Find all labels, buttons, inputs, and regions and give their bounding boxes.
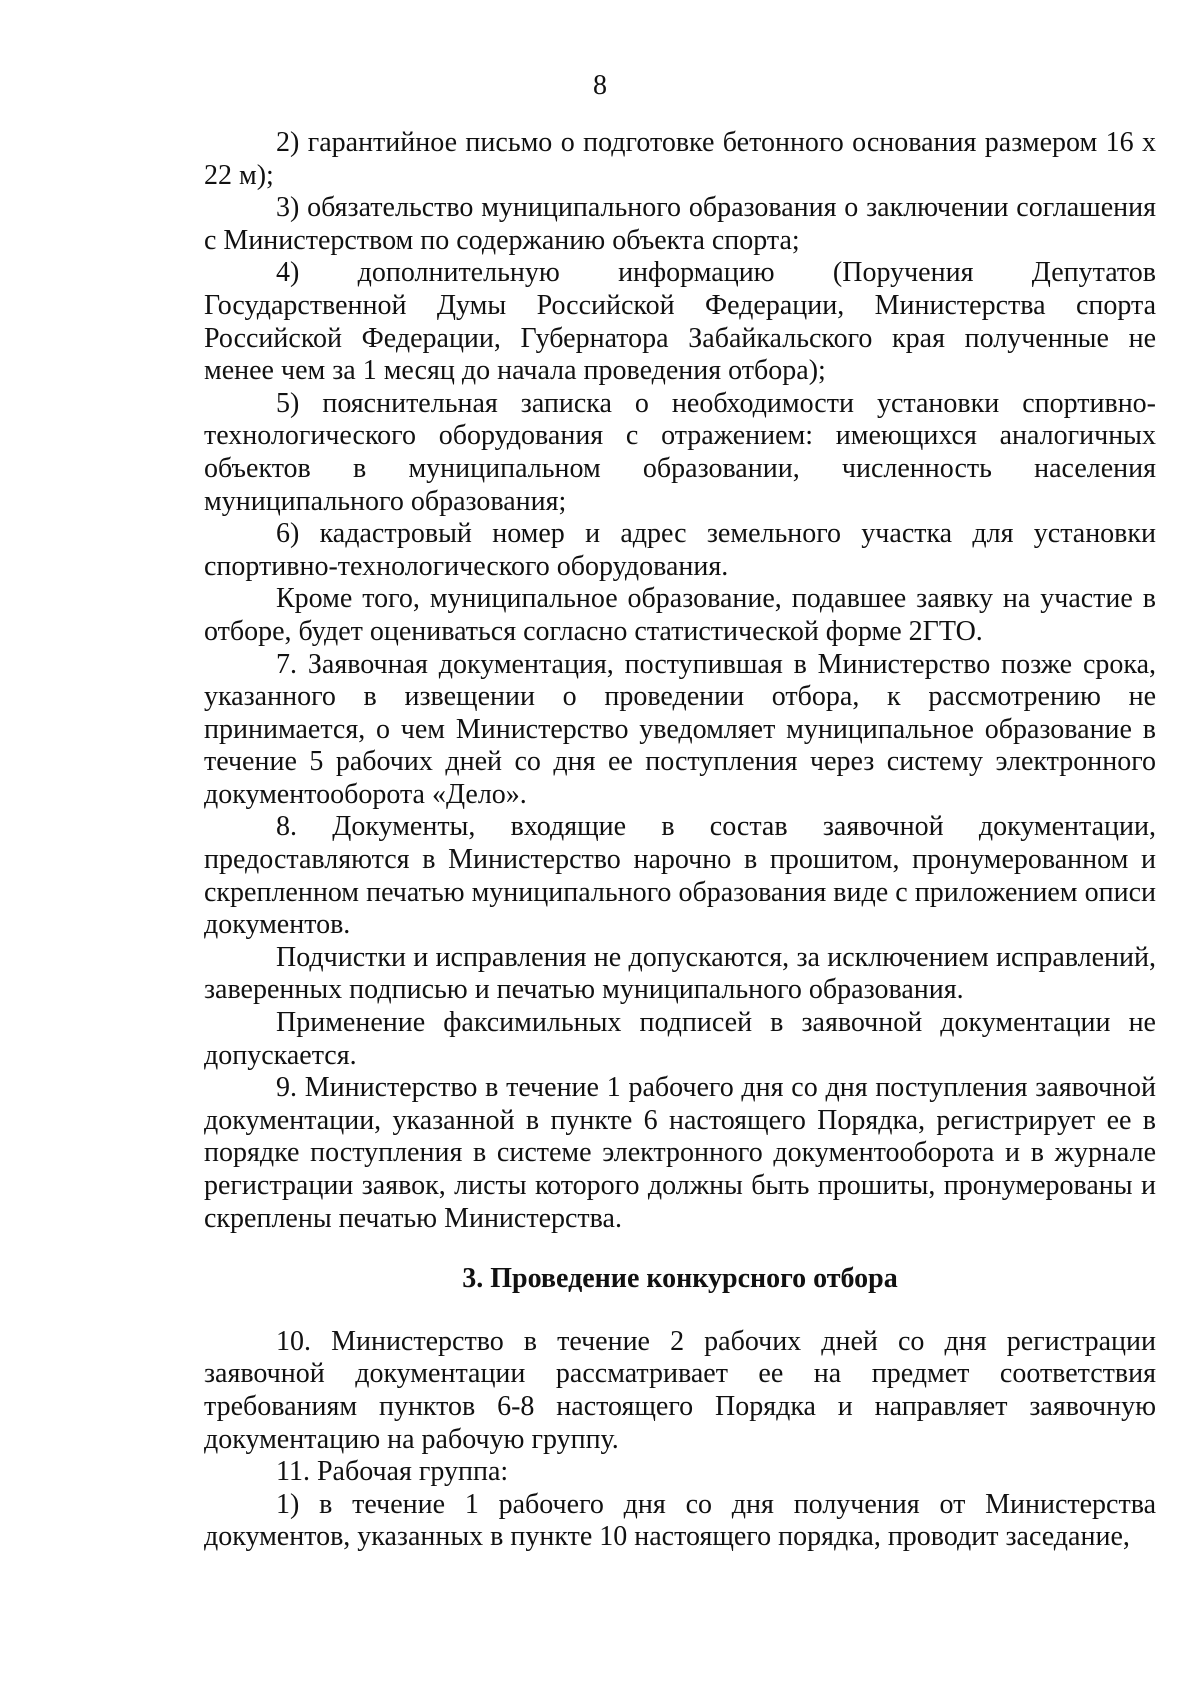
paragraph-corrections: Подчистки и исправления не допускаются, за исключением исправлений, заверенных подписью и печатью муниципального образования. — [204, 941, 1156, 1006]
list-item-explanatory-note: 5) пояснительная записка о необходимости установки спортивно-технологического оборудования с отражением: имеющихся аналогичных объектов в муниципальном образовании, численность населения муниципального образования; — [204, 387, 1156, 517]
list-item-cadastral-number: 6) кадастровый номер и адрес земельного участка для установки спортивно-технологического оборудования. — [204, 518, 1156, 582]
paragraph-clause-7: 7. Заявочная документация, поступившая в Министерство позже срока, указанного в извещении о проведении отбора, к рассмотрению не принимается, о чем Министерство уведомляет муниципальное образование в течение 5 рабочих дней со дня ее поступления через систему электронного документооборота «Дело». — [204, 648, 1156, 810]
list-item-guarantee-letter: 2) гарантийное письмо о подготовке бетонного основания размером 16 х 22 м); — [204, 127, 1156, 191]
paragraph-clause-11: 11. Рабочая группа: — [276, 1456, 509, 1488]
paragraph-facsimile: Применение факсимильных подписей в заявочной документации не допускается. — [204, 1007, 1156, 1071]
list-item-working-group-meeting: 1) в течение 1 рабочего дня со дня получения от Министерства документов, указанных в пункте 10 настоящего порядка, проводит заседание, — [204, 1488, 1156, 1553]
paragraph-clause-10: 10. Министерство в течение 2 рабочих дней со дня регистрации заявочной документации рассматривает ее на предмет соответствия требованиям пунктов 6-8 настоящего Порядка и направляет заявочную документацию на рабочую группу. — [204, 1325, 1156, 1455]
paragraph-clause-9: 9. Министерство в течение 1 рабочего дня со дня поступления заявочной документации, указанной в пункте 6 настоящего Порядка, регистрирует ее в порядке поступления в системе электронного документооборота и в журнале регистрации заявок, листы которого должны быть прошиты, пронумерованы и скреплены печатью Министерства. — [204, 1072, 1156, 1234]
paragraph-clause-8: 8. Документы, входящие в состав заявочной документации, предоставляются в Министерство нарочно в прошитом, пронумерованном и скрепленном печатью муниципального образования виде с приложением описи документов. — [204, 811, 1156, 941]
section-heading: 3. Проведение конкурсного отбора — [462, 1263, 898, 1295]
paragraph-evaluation-form: Кроме того, муниципальное образование, подавшее заявку на участие в отборе, будет оцениваться согласно статистической форме 2ГТО. — [204, 583, 1156, 647]
page-number: 8 — [593, 70, 607, 101]
document-body — [204, 127, 1156, 1554]
list-item-additional-information: 4) дополнительную информацию (Поручения Депутатов Государственной Думы Российской Федерации, Министерства спорта Российской Федерации, Губернатора Забайкальского края полученные не менее чем за 1 месяц до начала проведения отбора); — [204, 257, 1156, 387]
list-item-municipal-obligation: 3) обязательство муниципального образования о заключении соглашения с Министерством по содержанию объекта спорта; — [204, 192, 1156, 256]
